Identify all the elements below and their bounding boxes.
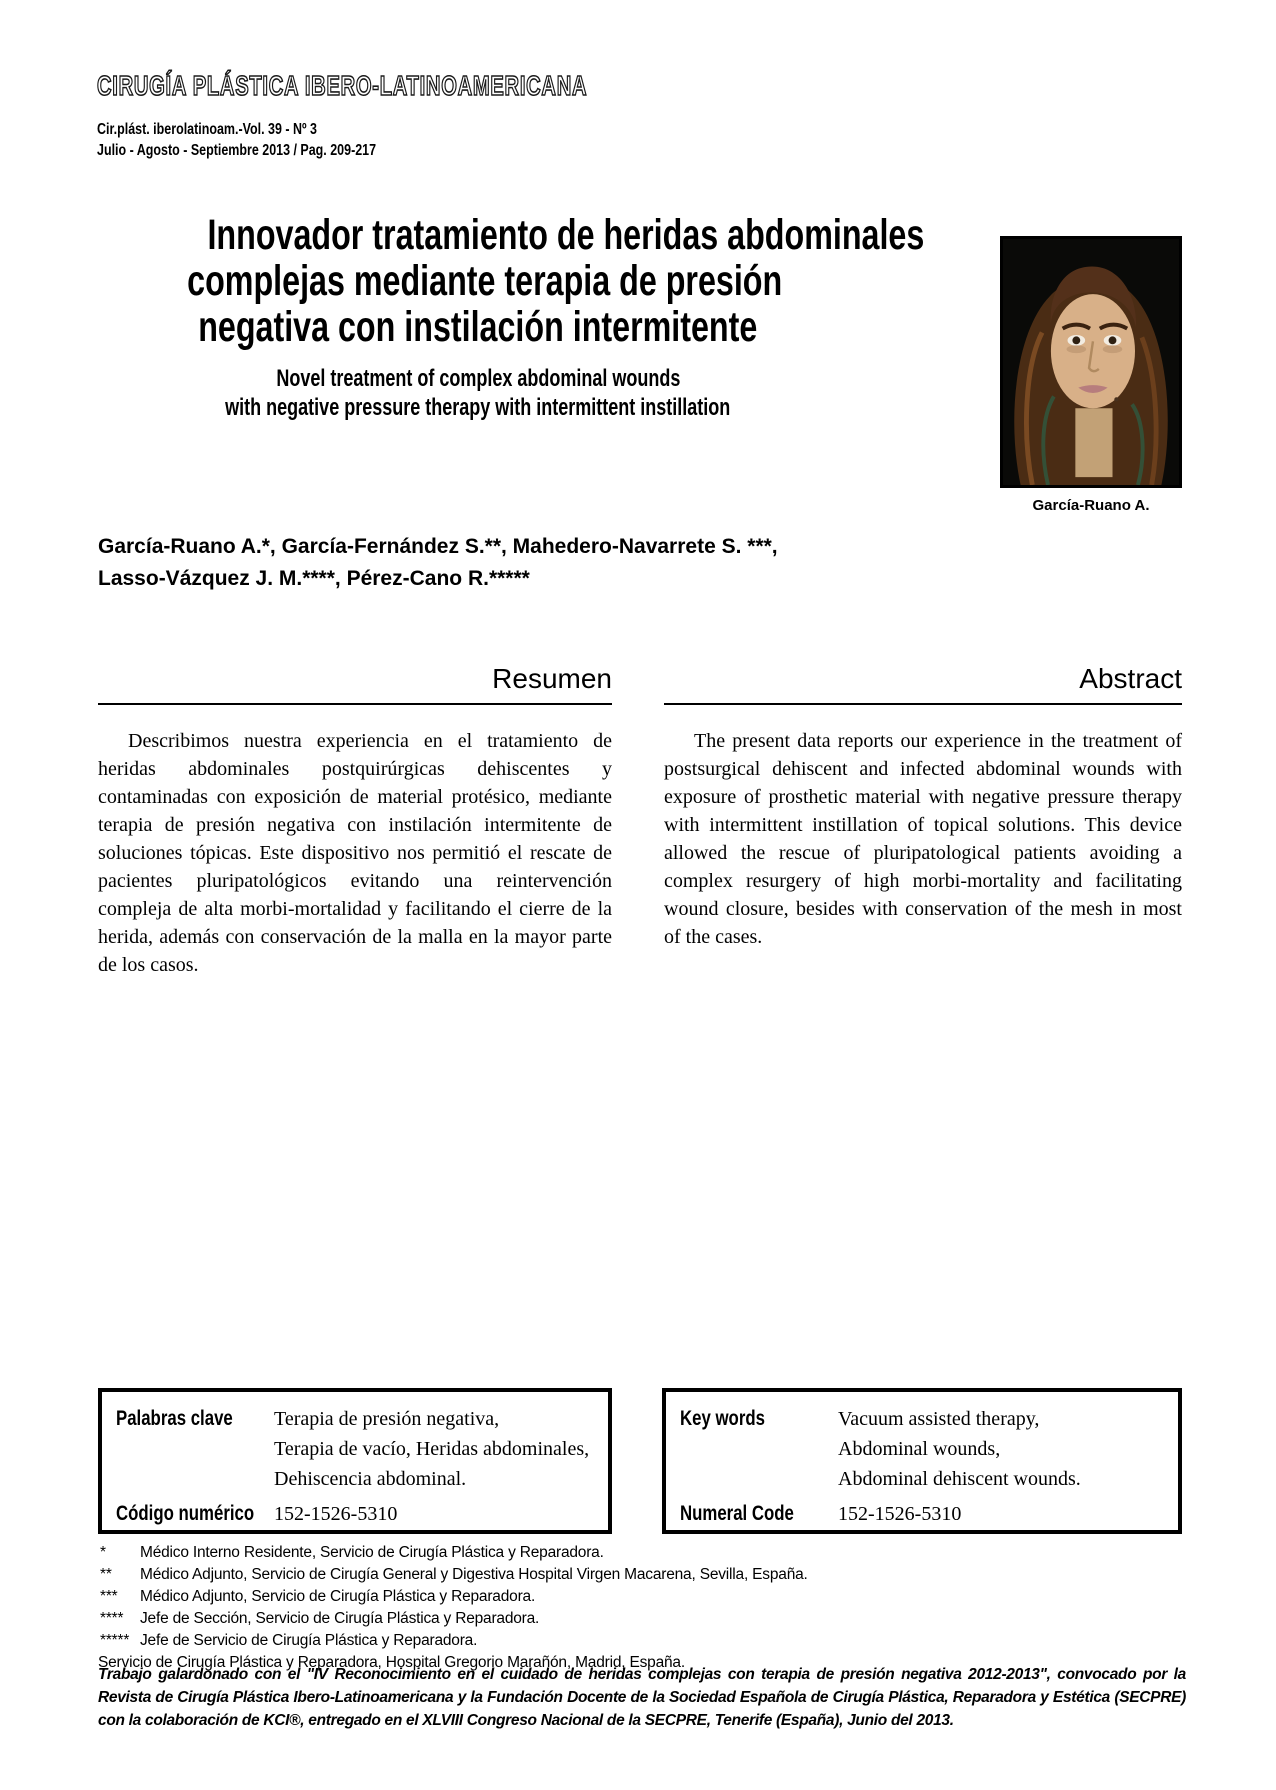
code-es-value: 152-1526-5310: [274, 1503, 398, 1525]
footnote-row: [98, 1608, 1184, 1630]
footnote-row: [98, 1586, 1184, 1608]
footnote-row: [98, 1542, 1184, 1564]
footnote-text: Jefe de Sección, Servicio de Cirugía Plástica y Reparadora.: [140, 1610, 540, 1627]
journal-volume-line: Cir.plást. iberolatinoam.-Vol. 39 - Nº 3: [97, 121, 318, 138]
footnote-text: Médico Interno Residente, Servicio de Cirugía Plástica y Reparadora.: [140, 1544, 604, 1561]
title-es-line-1: Innovador tratamiento de heridas abdominales: [207, 211, 925, 259]
footnote-text: Médico Adjunto, Servicio de Cirugía Plástica y Reparadora.: [140, 1588, 536, 1605]
footnote-marker: *****: [100, 1632, 130, 1649]
resumen-column: [98, 662, 612, 979]
keyword-line: Terapia de vacío, Heridas abdominales,: [274, 1438, 590, 1460]
title-es-line-2: complejas mediante terapia de presión: [187, 257, 783, 305]
photo-caption: García-Ruano A.: [1032, 497, 1150, 514]
resumen-heading: Resumen: [98, 662, 612, 705]
keywords-en-row: [680, 1404, 1166, 1494]
keyword-line: Vacuum assisted therapy,: [838, 1408, 1040, 1430]
keywords-en-box: [662, 1388, 1182, 1534]
keyword-line: Abdominal wounds,: [838, 1438, 1001, 1460]
journal-citation-block: [97, 119, 455, 161]
code-en-row: [680, 1499, 1166, 1529]
code-es-label: Código numérico: [116, 1502, 255, 1525]
code-en-label: Numeral Code: [680, 1502, 794, 1525]
keywords-en-values: [838, 1404, 1081, 1494]
resumen-text: Describimos nuestra experiencia en el tratamiento de heridas abdominales postquirúrgicas dehiscentes y contaminadas con exposición de material protésico, mediante terapia de presión negativa con instilación intermitente de soluciones tópicas. Este dispositivo nos permitió el rescate de pacientes pluripatológicos evitando una reintervención compleja de alta morbi-mortalidad y facilitando el cierre de la herida, además con conservación de la malla en la mayor parte de los casos.: [98, 730, 612, 976]
column-gap: [612, 662, 664, 979]
footnote-marker: *: [100, 1544, 106, 1561]
footnote-marker: ***: [100, 1588, 118, 1605]
abstract-text: The present data reports our experience in the treatment of postsurgical dehiscent and infected abdominal wounds with exposure of prosthetic material with negative pressure therapy with intermittent instillation of topical solutions. This device allowed the rescue of pluripatological patients avoiding a complex resurgery of high morbi-mortality and facilitating wound closure, besides with conservation of the mesh in most of the cases.: [664, 730, 1182, 948]
code-es-row: [116, 1499, 596, 1529]
authors-block: [98, 531, 778, 595]
title-es-line-3: negativa con instilación intermitente: [198, 303, 758, 351]
award-note: Trabajo galardonado con el "IV Reconocimiento en el cuidado de heridas complejas con terapia de presión negativa 2012-2013", convocado por la Revista de Cirugía Plástica Ibero-Latinoamericana y la Fundación Docente de la Sociedad Española de Cirugía Plástica, Reparadora y Estética (SECPRE) con la colaboración de KCI®, entregado en el XLVIII Congreso Nacional de la SECPRE, Tenerife (España), Junio del 2013.: [98, 1666, 1186, 1729]
keywords-es-box: [98, 1388, 612, 1534]
footnote-text: Médico Adjunto, Servicio de Cirugía General y Digestiva Hospital Virgen Macarena, Sevilla, España.: [140, 1566, 808, 1583]
footnote-marker: **: [100, 1566, 112, 1583]
keywords-es-label: Palabras clave: [116, 1407, 233, 1430]
article-title-en: [88, 364, 868, 422]
keyword-line: Abdominal dehiscent wounds.: [838, 1468, 1081, 1490]
keywords-es-row: [116, 1404, 596, 1494]
journal-logo-text: CIRUGÍA PLÁSTICA IBERO-LATINOAMERICANA: [97, 70, 588, 101]
article-title-block: [88, 211, 925, 422]
keywords-es-values: [274, 1404, 589, 1494]
abstract-columns: [98, 662, 1182, 979]
footnote-text: Jefe de Servicio de Cirugía Plástica y Reparadora.: [140, 1632, 478, 1649]
abstract-column: [664, 662, 1182, 979]
keywords-en-label: Key words: [680, 1407, 765, 1430]
footnote-row: [98, 1630, 1184, 1652]
footnote-row: [98, 1564, 1184, 1586]
affiliation-line: Servicio de Cirugía Plástica y Reparadora, Hospital Gregorio Marañón, Madrid, España.: [98, 1654, 685, 1671]
journal-logo: [97, 70, 778, 102]
author-photo: [1000, 236, 1182, 488]
title-en-line-2: with negative pressure therapy with intermittent instillation: [225, 394, 731, 421]
keyword-line: Dehiscencia abdominal.: [274, 1468, 467, 1490]
footnotes-block: [98, 1542, 1184, 1674]
authors-line-2: Lasso-Vázquez J. M.****, Pérez-Cano R.*****: [98, 567, 530, 590]
journal-issue-line: Julio - Agosto - Septiembre 2013 / Pag. 209-217: [97, 142, 377, 159]
keyword-line: Terapia de presión negativa,: [274, 1408, 500, 1430]
title-en-line-1: Novel treatment of complex abdominal wounds: [275, 365, 681, 392]
abstract-heading: Abstract: [664, 662, 1182, 705]
code-en-value: 152-1526-5310: [838, 1503, 962, 1525]
authors-line-1: García-Ruano A.*, García-Fernández S.**, Mahedero-Navarrete S. ***,: [98, 535, 778, 558]
footnote-marker: ****: [100, 1610, 124, 1627]
author-portrait-graphic: [1003, 239, 1179, 485]
article-title-es: [88, 211, 925, 351]
